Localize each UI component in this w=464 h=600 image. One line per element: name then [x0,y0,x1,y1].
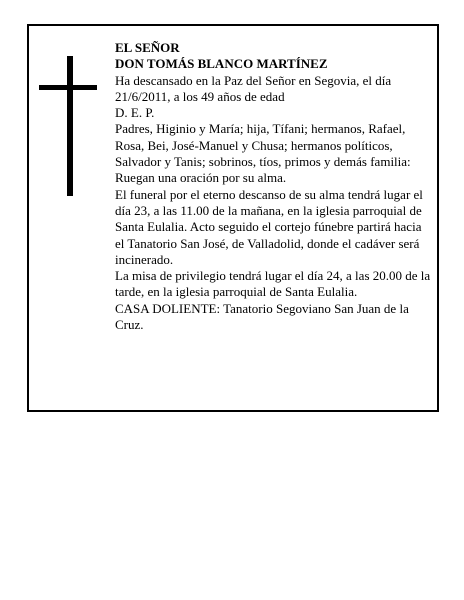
prayer-request: Ruegan una oración por su alma. [115,170,287,186]
rip-line: D. E. P. [115,105,155,121]
mourning-house: CASA DOLIENTE: Tanatorio Segoviano San Juan de la Cruz. [115,300,409,333]
cross-vertical-bar [67,56,73,196]
family-list: Padres, Higinio y María; hija, Tífani; hermanos, Rafael, Rosa, Bei, José-Manuel y Chusa; hermanos políticos, Salvador y Tanis; sobrinos, tíos, primos y demás familia: [115,121,411,170]
death-announcement: Ha descansado en la Paz del Señor en Segovia, el día 21/6/2011, a los 49 años de edad [115,72,392,104]
deceased-name: DON TOMÁS BLANCO MARTÍNEZ [115,56,328,72]
cross-horizontal-bar [39,85,97,90]
mass-details: La misa de privilegio tendrá lugar el día 24, a las 20.00 de la tarde, en la iglesia parroquial de Santa Eulalia. [115,268,431,300]
funeral-details: El funeral por el eterno descanso de su alma tendrá lugar el día 23, a las 11.00 de la mañana, en la iglesia parroquial de Santa Eulalia. Acto seguido el cortejo fúnebre partirá hacia el Tanatorio San José, de Valladolid, donde el cadáver será incinerado. [115,186,423,267]
obituary-text [115,40,433,333]
title-honorific: EL SEÑOR [115,40,180,55]
obituary-notice [27,24,439,412]
